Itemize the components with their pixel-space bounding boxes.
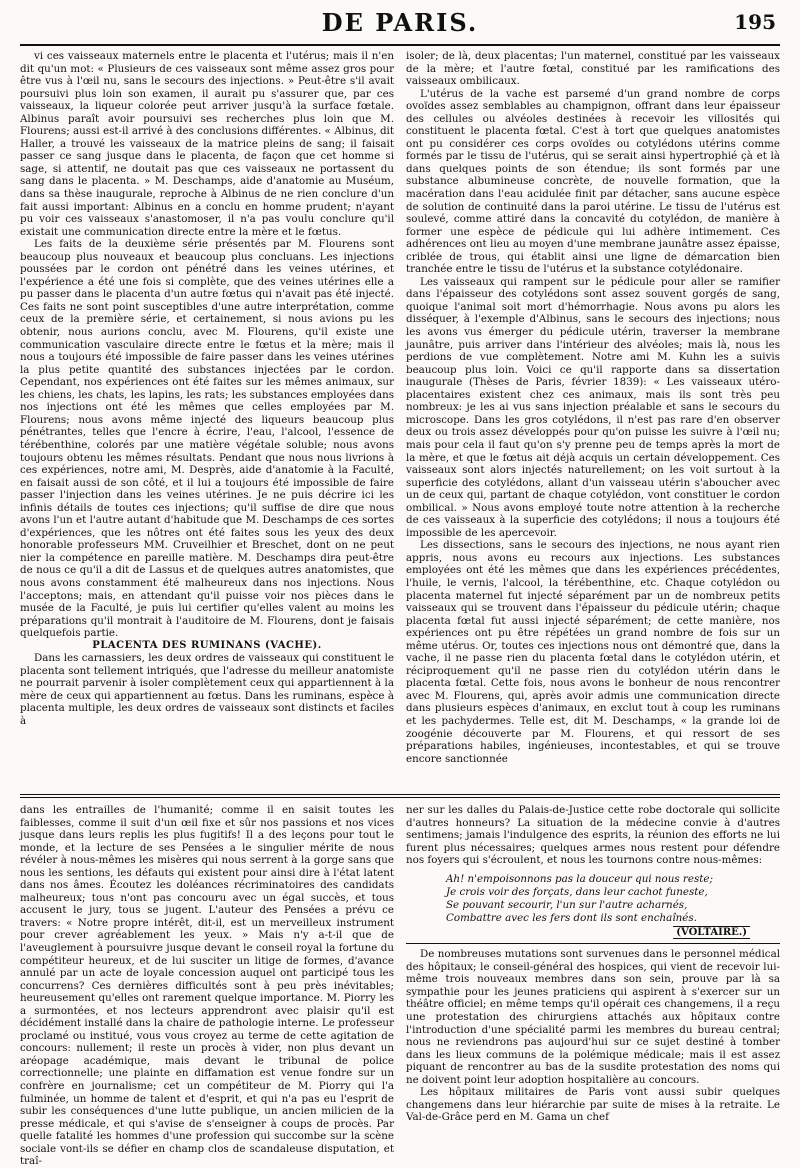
- bottom-left-column: [20, 804, 394, 1168]
- top-right-column: [406, 50, 780, 786]
- paragraph: Les faits de la deuxième série présentés par M. Flourens sont beaucoup plus nouveaux et beaucoup plus concluans. Les injections poussées par le cordon ont pénétré dans les veines utérines, et l'expérience a été une fois si complète, que des veines utérines elle a pu passer dans le placenta d'un autre fœtus qui n'avait pas été injecté. Ces faits ne sont point susceptibles d'une autre interprétation, comme ceux de la première série, et certainement, si nous avions pu les obtenir, nous aurions conclu, avec M. Flourens, qu'il existe une communication vasculaire directe entre le fœtus et la mère; mais il nous a toujours été impossible de faire passer dans les veines utérines la plus petite quantité des substances injectées par le cordon. Cependant, nos expériences ont été faites sur les mêmes animaux, sur les chiens, les chats, les lapins, les rats; les substances employées dans nos injections ont été les mêmes que celles employées par M. Flourens; nous avons même injecté des liqueurs beaucoup plus pénétrantes, telles que l'encre à écrire, l'eau, l'alcool, l'essence de térébenthine, colorés par une matière végétale soluble; nous avons toujours obtenu les mêmes résultats. Pendant que nous nous livrions à ces expériences, notre ami, M. Desprès, aide d'anatomie à la Faculté, en faisait aussi de son côté, et il lui a toujours été impossible de faire passer l'injection dans les veines utérines. Je ne puis décrire ici les infinis détails de toutes ces injections; qu'il suffise de dire que nous avons l'un et l'autre autant d'habitude que M. Deschamps de ces sortes d'expériences, que les nôtres ont été faites sous les yeux des deux honorable professeurs MM. Cruveilhier et Breschet, dont on ne peut nier la compétence en pareille matière. M. Deschamps dira peut-être de nous ce qu'il a dit de Lassus et de quelques autres anatomistes, que nous avons constamment été malheureux dans nos injections. Nous l'acceptons; mais, en attendant qu'il puisse voir nos pièces dans le musée de la Faculté, je puis lui certifier qu'elles valent au moins les préparations qu'il montrait à l'auditoire de M. Flourens, dont je faisais quelquefois partie.: [20, 238, 394, 640]
- paragraph: isoler; de là, deux placentas; l'un maternel, constitué par les vaisseaux de la mère; et l'autre fœtal, constitué par les ramifications des vaisseaux ombilicaux.: [406, 50, 780, 88]
- bottom-right-column: [406, 804, 780, 1124]
- verse-attribution: [406, 927, 750, 940]
- top-left-column: [20, 50, 394, 786]
- verse-quote: [446, 873, 780, 925]
- paragraph: Dans les carnassiers, les deux ordres de vaisseaux qui constituent le placenta sont tellement intriqués, que l'adresse du meilleur anatomiste ne pourrait parvenir à isoler complètement ceux qui appartiennent à la mère de ceux qui appartiennent au fœtus. Dans les ruminans, espèce à placenta multiple, les deux ordres de vaisseaux sont distincts et faciles à: [20, 652, 394, 727]
- paragraph: Les vaisseaux qui rampent sur le pédicule pour aller se ramifier dans l'épaisseur des cotylédons sont assez souvent gorgés de sang, quoique l'animal soit mort d'hémorrhagie. Nous avons pu alors les disséquer, à l'exemple d'Albinus, sans le secours des injections; nous les avons vus émerger du pédicule utérin, traverser la membrane jaunâtre, puis arriver dans l'intérieur des alvéoles; mais là, nous les perdions de vue complètement. Notre ami M. Kuhn les a suivis beaucoup plus loin. Voici ce qu'il rapporte dans sa dissertation inaugurale (Thèses de Paris, février 1839): « Les vaisseaux utéro-placentaires existent chez ces animaux, mais ils sont très peu nombreux: je les ai vus sans injection préalable et sans le secours du microscope. Dans les gros cotylédons, il n'est pas rare d'en observer deux ou trois assez développés pour qu'on puisse les suivre à l'œil nu; mais pour cela il faut qu'on s'y prenne peu de temps après la mort de la mère, et que le fœtus ait déjà acquis un certain développement. Ces vaisseaux sont alors injectés naturellement; on les voit surtout à la superficie des cotylédons, allant d'un vaisseau utérin s'aboucher avec un de ceux qui, partant de chaque cotylédon, vont constituer le cordon ombilical. » Nous avons employé toute notre attention à la recherche de ces vaisseaux à la superficie des cotylédons; il nous a toujours été impossible de les apercevoir.: [406, 275, 780, 539]
- page-title: DE PARIS.: [321, 8, 479, 37]
- rule: [406, 943, 780, 944]
- top-columns: [20, 46, 780, 790]
- verse-line: Se pouvant secourir, l'un sur l'autre acharnés,: [446, 898, 688, 911]
- newspaper-page: [20, 6, 780, 1168]
- page-header: [20, 6, 780, 46]
- paragraph: Les hôpitaux militaires de Paris vont aussi subir quelques changemens dans leur hiérarchie par suite de mises à la retraite. Le Val-de-Grâce perd en M. Gama un chef: [406, 1086, 780, 1124]
- attribution-text: (VOLTAIRE.): [673, 926, 750, 939]
- paragraph: ner sur les dalles du Palais-de-Justice cette robe doctorale qui sollicite d'autres honneurs? La situation de la médecine convie à d'autres sentimens; jamais l'indulgence des esprits, la réunion des efforts ne lui furent plus nécessaires; quelques armes nous restent pour défendre nos foyers qui s'écroulent, et nous les tournons contre nous-mêmes:: [406, 804, 780, 867]
- verse-line: Combattre avec les fers dont ils sont enchaînés.: [446, 911, 697, 924]
- paragraph: De nombreuses mutations sont survenues dans le personnel médical des hôpitaux; le conseil-général des hospices, qui vient de recevoir lui-même trois nouveaux membres dans son sein, prouve par là sa sympathie pour les jeunes praticiens qui aspirent à s'exercer sur un théâtre officiel; en même temps qu'il opérait ces changemens, il a reçu une protestation des chirurgiens attachés aux hôpitaux contre l'introduction d'une spécialité parmi les membres du bureau central; nous ne reviendrons pas aujourd'hui sur ce sujet destiné à tomber dans les lieux communs de la polémique médicale; mais il est assez piquant de rencontrer au bas de la susdite protestation des noms qui ne doivent point leur adoption hospitalière au concours.: [406, 948, 780, 1086]
- page-number: 195: [734, 10, 776, 34]
- verse-line: Ah! n'empoisonnons pas la douceur qui nous reste;: [446, 872, 713, 885]
- section-divider: [20, 794, 780, 798]
- bottom-columns: [20, 804, 780, 1168]
- paragraph: dans les entrailles de l'humanité; comme il en saisit toutes les faiblesses, comme il suit d'un œil fixe et sûr nos passions et nos vices jusque dans leurs replis les plus fugitifs! Il a des leçons pour tout le monde, et la lecture de ses Pensées a le singulier mérite de nous révéler à nous-mêmes les misères qui nous serrent à la gorge sans que nous les sentions, les défauts qui existent pour ainsi dire à l'état latent dans nos âmes. Écoutez les doléances récriminatoires des candidats malheureux; tous n'ont pas concouru avec un égal succès, et tous accusent le jury, tous se jugent. L'auteur des Pensées a prévu ce travers: « Notre propre intérêt, dit-il, est un merveilleux instrument pour crever agréablement les yeux. » Mais n'y a-t-il que de l'aveuglement à poursuivre jusque devant le conseil royal la fortune du compétiteur heureux, et de lui susciter un litige de formes, d'avance annulé par un acte de loyale concession auquel ont participé tous les concurrens? Ces dernières difficultés sont à peu près inévitables; heureusement qu'elles ont rarement quelque importance. M. Piorry les a surmontées, et nos lecteurs apprendront avec plaisir qu'il est décidément installé dans la chaire de pathologie interne. Le professeur proclamé ou institué, vous vous croyez au terme de cette agitation de concours: nullement; il reste un procès à vider, non plus devant un aréopage académique, mais devant le tribunal de police correctionnelle; une plainte en diffamation est venue fondre sur un confrère en journalisme; cet un compétiteur de M. Piorry qui l'a fulminée, un homme de talent et d'esprit, et qui n'a pas eu l'esprit de subir les conséquences d'une lutte publique, un ancien milicien de la presse médicale, et qui s'avise de s'enseigner à coups de procès. Par quelle fatalité les hommes d'une profession qui succombe sur la scène sociale vont-ils se défier en champ clos de scandaleuse disputation, et traî-: [20, 804, 394, 1168]
- verse-line: Je crois voir des forçats, dans leur cachot funeste,: [446, 885, 708, 898]
- paragraph: Les dissections, sans le secours des injections, ne nous ayant rien appris, nous avons eu recours aux injections. Les substances employées ont été les mêmes que dans les expériences précédentes, l'huile, le vernis, l'alcool, la térébenthine, etc. Chaque cotylédon ou placenta maternel fut injecté séparément par un de nombreux petits vaisseaux qui se trouvent dans l'épaisseur du pédicule utérin; chaque placenta fœtal fut aussi injecté séparément; de cette manière, nos expériences ont pu être répétées un grand nombre de fois sur un même utérus. Or, toutes ces injections nous ont démontré que, dans la vache, il ne passe rien du placenta fœtal dans le cotylédon utérin, et réciproquement qu'il ne passe rien du cotylédon utérin dans le placenta fœtal. Cette fois, nous avons le bonheur de nous rencontrer avec M. Flourens, qui, après avoir admis une communication directe dans plusieurs espèces d'animaux, en exclut tout à coup les ruminans et les pachydermes. Telle est, dit M. Deschamps, « la grande loi de zoogénie découverte par M. Flourens, et qui ressort de ses préparations habiles, ingénieuses, incontestables, et qui se trouve encore sanctionnée: [406, 539, 780, 765]
- section-heading: PLACENTA DES RUMINANS (VACHE).: [92, 639, 322, 651]
- paragraph: vi ces vaisseaux maternels entre le placenta et l'utérus; mais il n'en dit qu'un mot: « Plusieurs de ces vaisseaux sont même assez gros pour être vus à l'œil nu, sans le secours des injections. » Peut-être s'il avait poursuivi plus loin son examen, il aurait pu s'assurer que, par ces vaisseaux, la liqueur colorée peut arriver jusqu'à la surface fœtale. Albinus paraît avoir poursuivi ses recherches plus loin que M. Flourens; aussi est-il arrivé à des conclusions différentes. « Albinus, dit Haller, a trouvé les vaisseaux de la matrice pleins de sang; il faisait passer ce sang jusque dans le placenta, de façon que cet homme si sage, si attentif, ne doutait pas que ces vaisseaux ne portassent du sang dans le placenta. » M. Deschamps, aide d'anatomie au Muséum, dans sa thèse inaugurale, reproche à Albinus de ne rien conclure d'un fait aussi important: Albinus en a conclu en homme prudent; n'ayant pu voir ces vaisseaux s'anastomoser, il n'a pas voulu conclure qu'il existait une communication directe entre la mère et le fœtus.: [20, 50, 394, 238]
- paragraph: L'utérus de la vache est parsemé d'un grand nombre de corps ovoïdes assez semblables au champignon, offrant dans leur épaisseur des cellules ou alvéoles destinées à recevoir les villosités qui constituent le placenta fœtal. C'est à tort que quelques anatomistes ont pu considérer ces corps ovoïdes ou cotylédons utérins comme formés par le tissu de l'utérus, qui se serait ainsi hypertrophié çà et là dans quelques points de son étendue; ils sont formés par une substance albumineuse concrète, de nouvelle formation, que la macération dans l'eau acidulée finit par détacher, sans aucune espèce de solution de continuité dans la paroi utérine. Le tissu de l'utérus est soulevé, comme attiré dans la concavité du cotylédon, de manière à former une espèce de pédicule qui lui adhère intimement. Ces adhérences ont lieu au moyen d'une membrane jaunâtre assez épaisse, criblée de trous, qui établit ainsi une ligne de démarcation bien tranchée entre le tissu de l'utérus et la substance cotylédonaire.: [406, 87, 780, 276]
